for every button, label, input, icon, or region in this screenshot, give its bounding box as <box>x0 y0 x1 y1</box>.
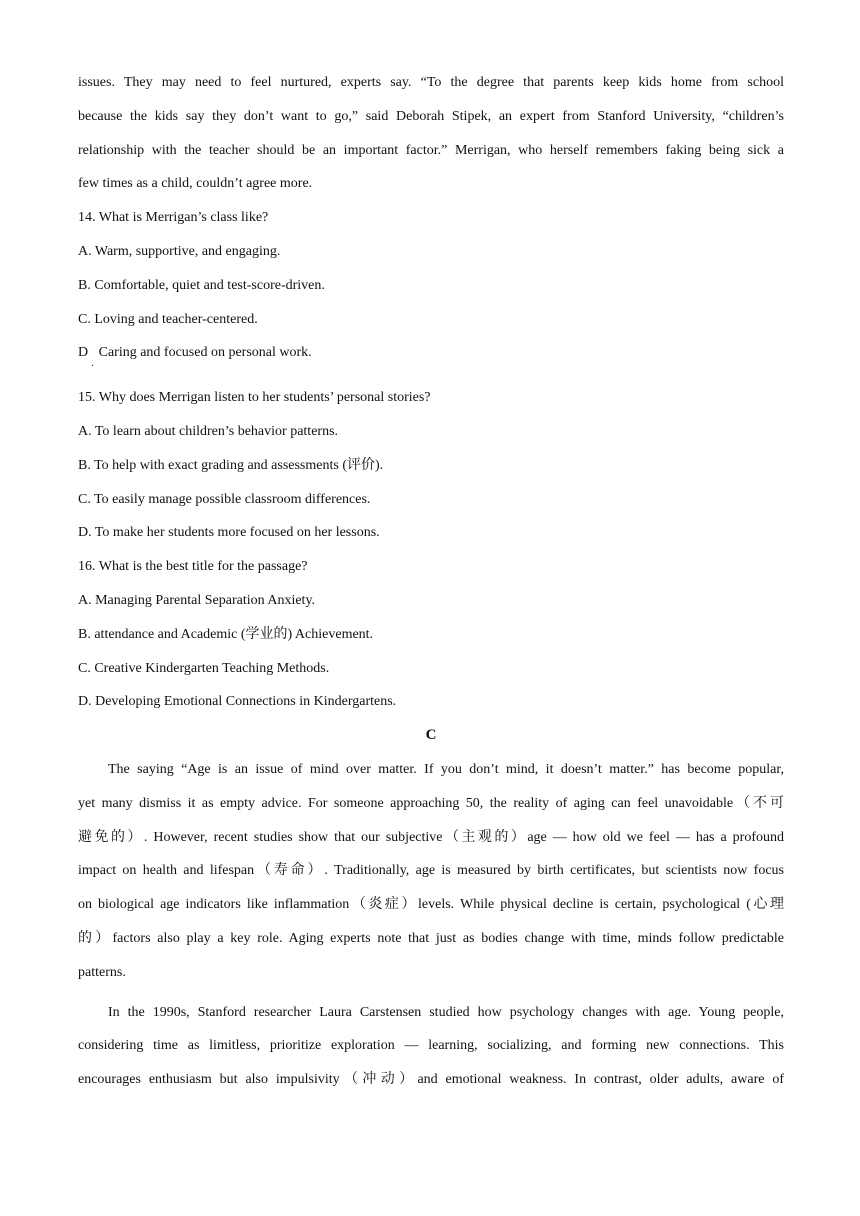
paragraph-line: impact on health and lifespan（寿命）. Traditionally, age is measured by birth certificates, but scientists now focus <box>78 863 784 879</box>
paragraph-line: encourages enthusiasm but also impulsivity（冲动）and emotional weakness. In contrast, older adults, aware of <box>78 1072 784 1088</box>
passage-c-paragraph-2 <box>78 996 784 1097</box>
option-d: D. To make her students more focused on her lessons. <box>78 525 380 541</box>
question-14 <box>78 201 784 370</box>
paragraph-line: yet many dismiss it as empty advice. For someone approaching 50, the reality of aging can feel unavoidable（不可 <box>78 795 784 811</box>
option-b: B. attendance and Academic (学业的) Achievement. <box>78 626 374 642</box>
passage-b-ending <box>78 66 784 201</box>
paragraph-line: 避免的）. However, recent studies show that our subjective（主观的）age — how old we feel — has a profound <box>78 829 784 845</box>
option-c: C. Creative Kindergarten Teaching Methods. <box>78 660 330 676</box>
option-c: C. To easily manage possible classroom differences. <box>78 491 371 507</box>
option-a: A. Warm, supportive, and engaging. <box>78 243 281 259</box>
passage-c-paragraph-1 <box>78 753 784 990</box>
paragraph-line: on biological age indicators like inflammation（炎症）levels. While physical decline is certain, psychological (心理 <box>78 897 784 913</box>
option-b: B. Comfortable, quiet and test-score-driven. <box>78 277 325 293</box>
option-b: B. To help with exact grading and assessments (评价). <box>78 457 384 473</box>
option-a: A. Managing Parental Separation Anxiety. <box>78 592 316 608</box>
question-16 <box>78 550 784 719</box>
question-15 <box>78 381 784 550</box>
question-text: 14. What is Merrigan’s class like? <box>78 210 269 226</box>
paragraph-line: In the 1990s, Stanford researcher Laura Carstensen studied how psychology changes with age. Young people, <box>108 1004 784 1020</box>
section-heading: C <box>425 727 437 744</box>
option-d: D Caring and focused on personal work. <box>78 345 312 361</box>
paragraph-line: patterns. <box>78 964 126 980</box>
spacer <box>78 370 784 381</box>
question-text: 16. What is the best title for the passage? <box>78 559 308 575</box>
paragraph-line: issues. They may need to feel nurtured, experts say. “To the degree that parents keep kids home from school <box>78 75 784 90</box>
paragraph-line: few times as a child, couldn’t agree more. <box>78 176 313 192</box>
stray-dot-mark: · <box>91 361 95 372</box>
option-d: D. Developing Emotional Connections in Kindergartens. <box>78 694 397 710</box>
paragraph-line: relationship with the teacher should be an important factor.” Merrigan, who herself remembers faking being sick a <box>78 142 784 158</box>
paragraph-line: The saying “Age is an issue of mind over matter. If you don’t mind, it doesn’t matter.” has become popular, <box>108 761 784 777</box>
paragraph-line: considering time as limitless, prioritize exploration — learning, socializing, and forming new connections. This <box>78 1038 784 1054</box>
paragraph-line: because the kids say they don’t want to go,” said Deborah Stipek, an expert from Stanford University, “children’s <box>78 108 784 124</box>
question-text: 15. Why does Merrigan listen to her students’ personal stories? <box>78 390 431 406</box>
option-a: A. To learn about children’s behavior patterns. <box>78 423 339 439</box>
paragraph-line: 的）factors also play a key role. Aging experts note that just as bodies change with time, minds follow predictable <box>78 930 784 946</box>
option-c: C. Loving and teacher-centered. <box>78 311 258 327</box>
page-content <box>78 66 784 1097</box>
